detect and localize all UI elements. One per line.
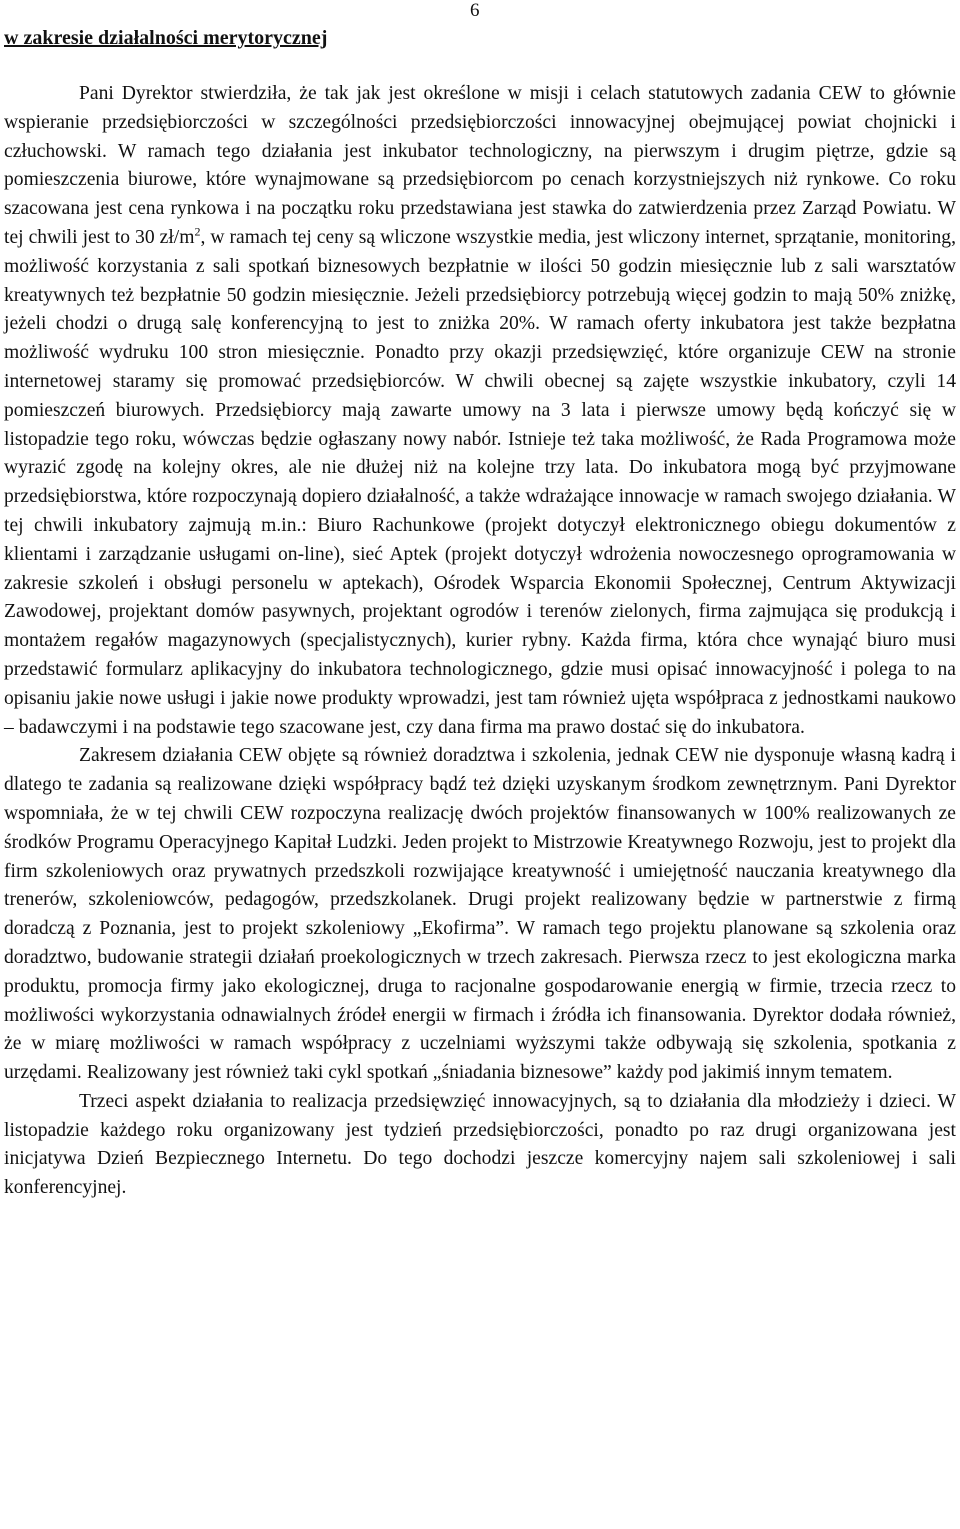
paragraph-training: Zakresem działania CEW objęte są również doradztwa i szkolenia, jednak CEW nie dysponuje własną kadrą i dlatego te zadania są realizowane dzięki współpracy bądź też dzięki uzyskanym środkom zewnętrznym. Pani Dyrektor wspomniała, że w tej chwili CEW rozpoczyna realizację dwóch projektów finansowanych w 100% realizowanych ze środków Programu Operacyjnego Kapitał Ludzki. Jeden projekt to Mistrzowie Kreatywnego Rozwoju, jest to projekt dla firm szkoleniowych oraz prywatnych przedszkoli rozwijające kreatywność i umiejętność nauczania kreatywnego dla trenerów, szkoleniowców, pedagogów, przedszkolanek. Drugi projekt realizowany będzie w partnerstwie z firmą doradczą z Poznania, jest to projekt szkoleniowy „Ekofirma”. W ramach tego projektu planowane są szkolenia oraz doradztwo, budowanie strategii działań proekologicznych w trzech zakresach. Pierwsza rzecz to jest ekologiczna marka produktu, promocja firmy jako ekologicznej, druga to racjonalne gospodarowanie energią w firmie, trzecia rzecz to możliwości wykorzystania odnawialnych źródeł energii w firmach i źródła ich finansowania. Dyrektor dodała również, że w miarę możliwości w ramach współpracy z uczelniami wyższymi także odbywają się szkolenia, spotkania z urzędami. Realizowany jest również taki cykl spotkań „śniadania biznesowe” każdy pod jakimiś innym tematem. xyxy=(4,745,956,1084)
paragraph-incubator xyxy=(4,80,956,742)
paragraph-incubator-part2: , w ramach tej ceny są wliczone wszystkie media, jest wliczony internet, sprzątanie, monitoring, możliwość korzystania z sali spotkań biznesowych bezpłatnie w ilości 50 godzin miesięcznie lub z sali warsztatów kreatywnych też bezpłatnie 50 godzin miesięcznie. Jeżeli przedsiębiorcy potrzebują więcej godzin to mają 50% zniżkę, jeżeli chodzi o drugą salę konferencyjną to jest to zniżka 20%. W ramach oferty inkubatora jest także bezpłatna możliwość wydruku 100 stron miesięcznie. Ponadto przy okazji przedsięwzięć, które organizuje CEW na stronie internetowej staramy się promować przedsiębiorców. W chwili obecnej są zajęte wszystkie inkubatory, czyli 14 pomieszczeń biurowych. Przedsiębiorcy mają zawarte umowy na 3 lata i pierwsze umowy będą kończyć się w listopadzie tego roku, wówczas będzie ogłaszany nowy nabór. Istnieje też taka możliwość, że Rada Programowa może wyrazić zgodę na kolejny okres, ale nie dłużej niż na kolejne trzy lata. Do inkubatora mogą być przyjmowane przedsiębiorstwa, które rozpoczynają dopiero działalność, a także wdrażające innowacje w ramach swojego działania. W tej chwili inkubatory zajmują m.in.: Biuro Rachunkowe (projekt dotyczył elektronicznego obiegu dokumentów z klientami i zarządzanie usługami on-line), sieć Aptek (projekt dotyczył wdrożenia nowoczesnego oprogramowania w zakresie szkoleń i obsługi personelu w aptekach), Ośrodek Wsparcia Ekonomii Społecznej, Centrum Aktywizacji Zawodowej, projektant domów pasywnych, projektant ogrodów i terenów zielonych, firma zajmująca się produkcją i montażem regałów magazynowych (specjalistycznych), kurier rybny. Każda firma, która chce wynająć biuro musi przedstawić formularz aplikacyjny do inkubatora technologicznego, gdzie musi opisać innowacyjność i polega to na opisaniu jakie nowe usługi i jakie nowe produkty wprowadzi, jest tam również ujęta współpraca z jednostkami naukowo – badawczymi i na podstawie tego szacowane jest, czy dana firma ma prawo dostać się do inkubatora. xyxy=(4,226,956,738)
superscript-2: 2 xyxy=(194,224,201,239)
paragraph-innovation: Trzeci aspekt działania to realizacja przedsięwzięć innowacyjnych, są to działania dla młodzieży i dzieci. W listopadzie każdego roku organizowany jest tydzień przedsiębiorczości, ponadto po raz drugi organizowana jest inicjatywa Dzień Bezpiecznego Internetu. Do tego dochodzi jeszcze komercyjny najem sali szkoleniowej i sali konferencyjnej. xyxy=(4,1090,956,1199)
section-heading: w zakresie działalności merytorycznej xyxy=(4,27,328,49)
page-number: 6 xyxy=(470,0,480,21)
paragraph-incubator-part1: Pani Dyrektor stwierdziła, że tak jak jest określone w misji i celach statutowych zadania CEW to głównie wspieranie przedsiębiorczości w szczególności przedsiębiorczości innowacyjnej obejmującej powiat chojnicki i człuchowski. W ramach tego działania jest inkubator technologiczny, na pierwszym i drugim piętrze, gdzie są pomieszczenia biurowe, które wynajmowane są przedsiębiorcom po cenach korzystniejszych niż rynkowe. Co roku szacowana jest cena rynkowa i na początku roku przedstawiana jest stawka do zatwierdzenia przez Zarząd Powiatu. W tej chwili jest to 30 zł/m xyxy=(4,83,956,248)
body-text xyxy=(4,80,956,1203)
